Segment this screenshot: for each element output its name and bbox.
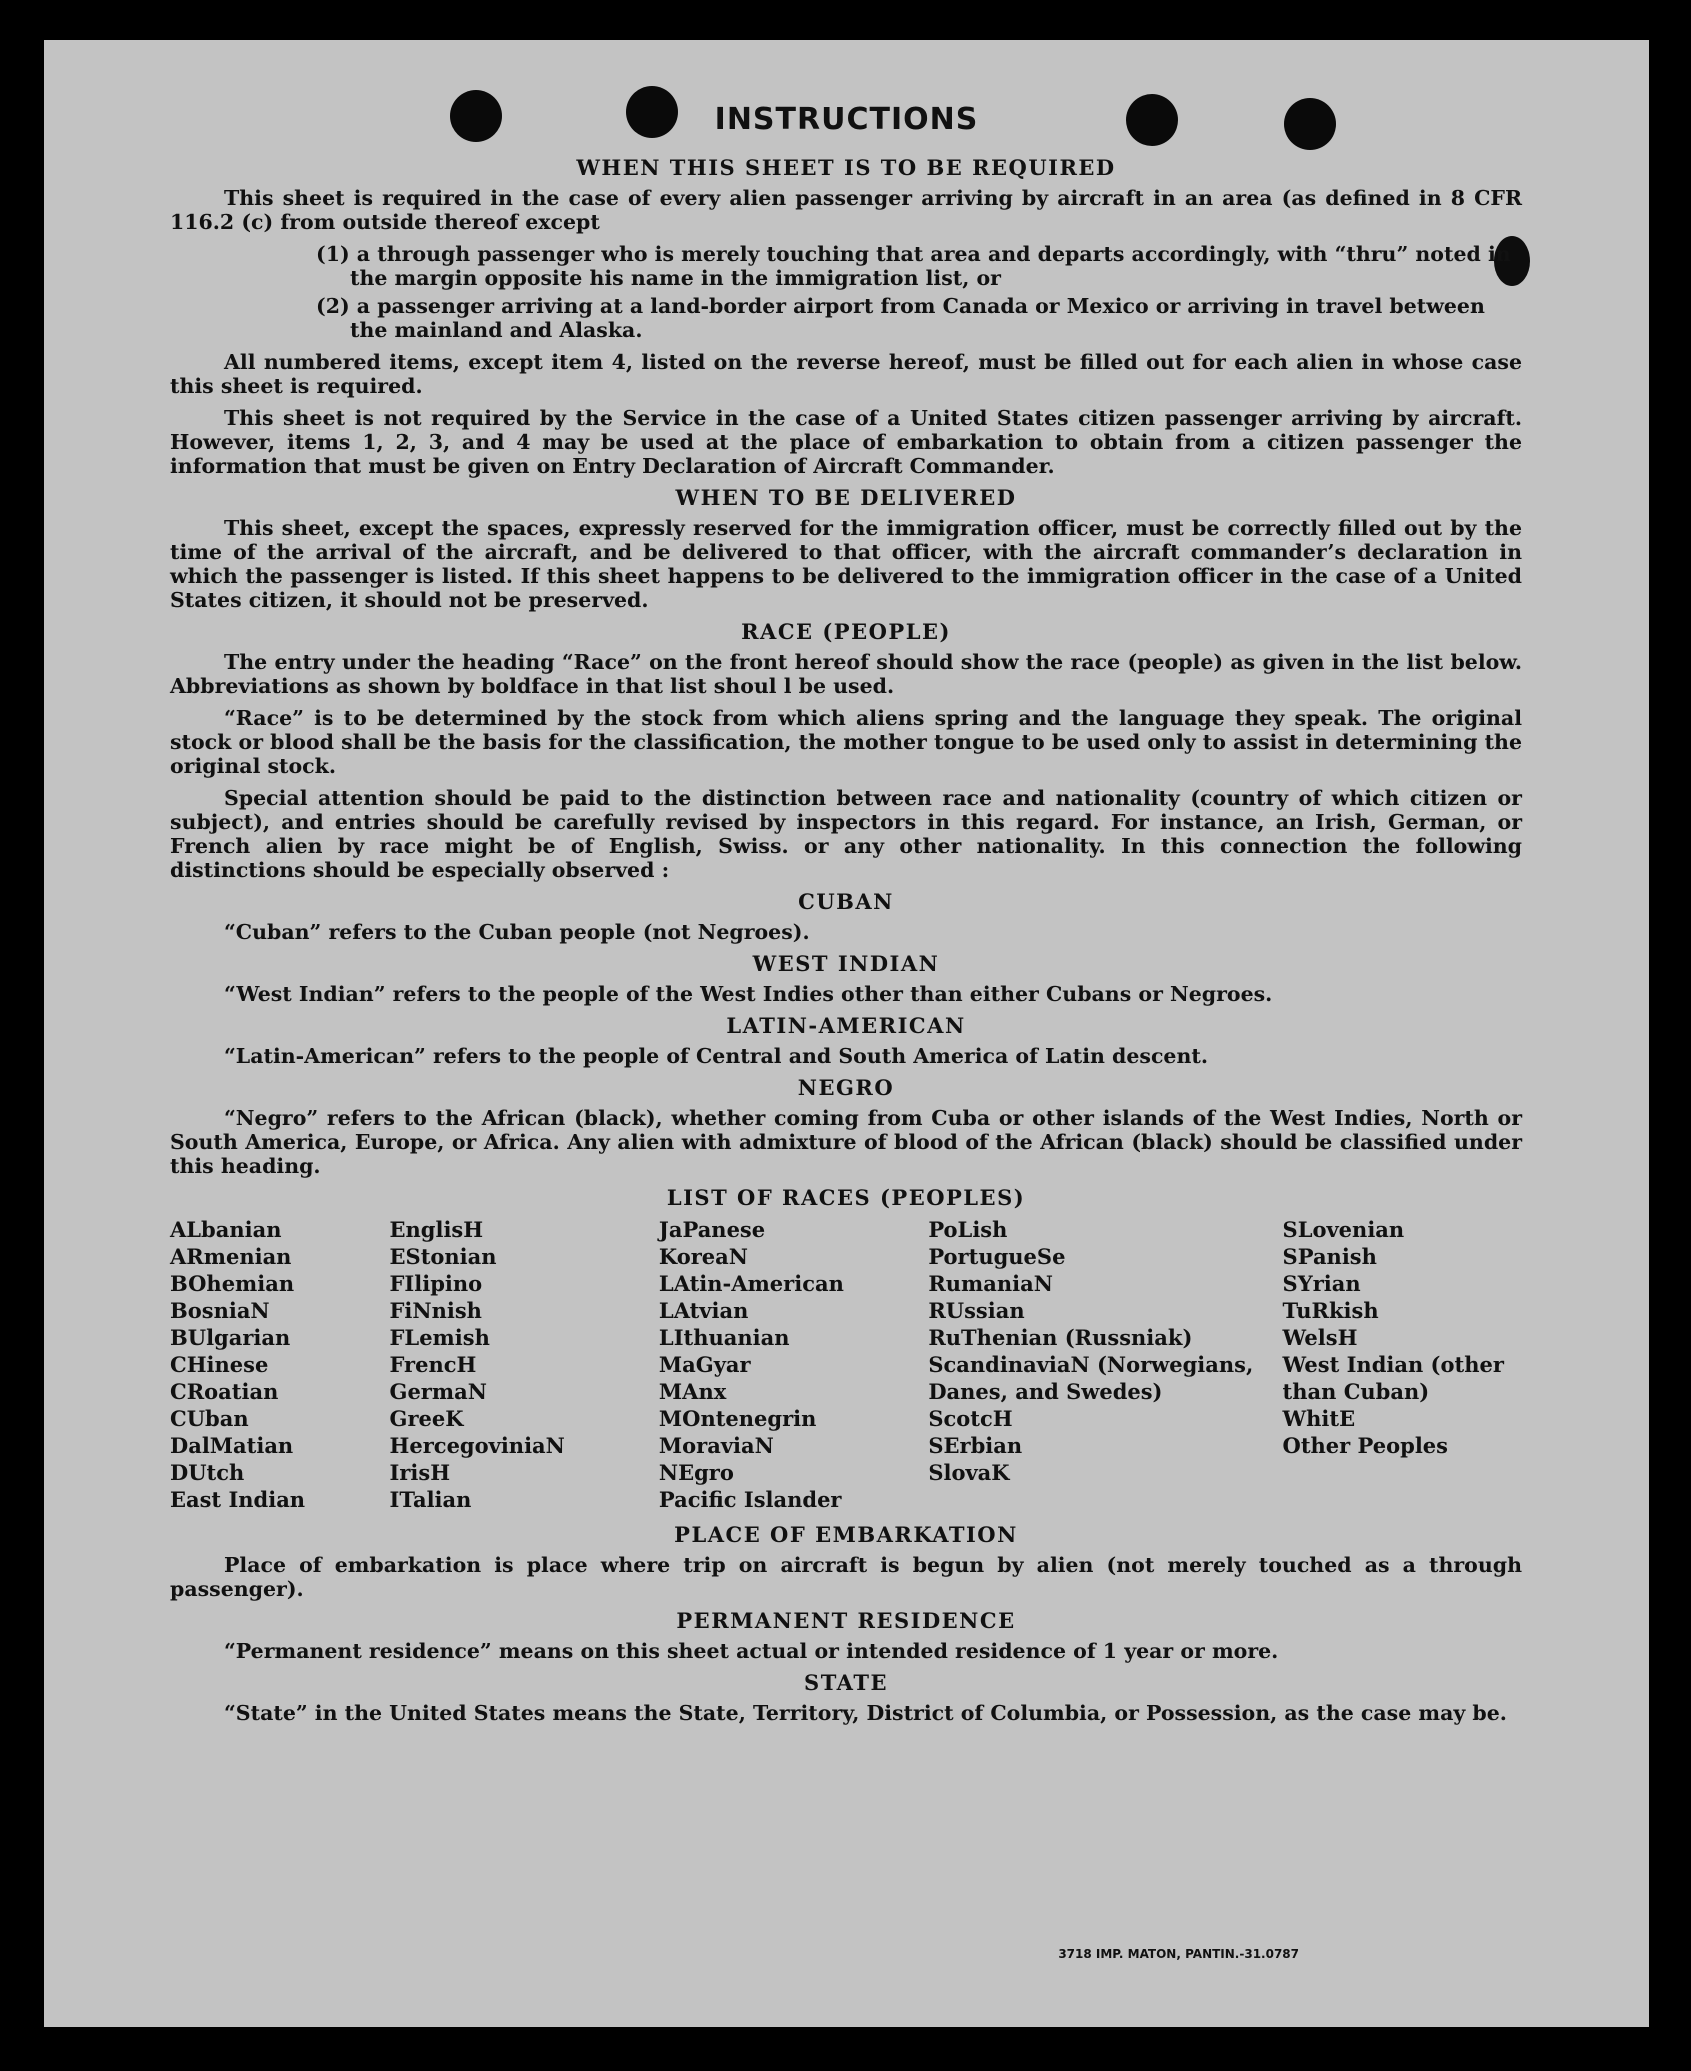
race-column [390, 1216, 659, 1513]
race-item: SYrian [1282, 1271, 1361, 1296]
race-column [659, 1216, 928, 1513]
race-item: JaPanese [658, 1217, 766, 1242]
race-item: ARmenian [170, 1244, 292, 1269]
paragraph: “West Indian” refers to the people of the West Indies other than either Cubans or Negroes. [224, 982, 1273, 1006]
paragraph: All numbered items, except item 4, listed on the reverse hereof, must be filled out for each alien in whose case this sheet is required. [170, 350, 1522, 398]
list-item: (1) a through passenger who is merely touching that area and departs accordingly, with “thru” noted in the margin opposite his name in the immigration list, or [316, 242, 1511, 290]
section-heading: PERMANENT RESIDENCE [676, 1608, 1016, 1633]
race-item: DalMatian [170, 1433, 294, 1458]
race-item: FiNnish [389, 1298, 482, 1323]
race-item: TuRkish [1282, 1298, 1379, 1323]
race-column [1283, 1216, 1522, 1513]
race-item: FIlipino [389, 1271, 483, 1296]
section-heading: RACE (PEOPLE) [741, 619, 951, 644]
race-column [170, 1216, 390, 1513]
paragraph: Place of embarkation is place where trip on aircraft is begun by alien (not merely touched as a through passenger). [170, 1553, 1522, 1601]
race-item: KoreaN [658, 1244, 748, 1269]
race-item: WhitE [1282, 1406, 1356, 1431]
race-item: SlovaK [928, 1460, 1010, 1485]
race-item: DUtch [170, 1460, 245, 1485]
race-item: SErbian [928, 1433, 1023, 1458]
section-heading: WHEN THIS SHEET IS TO BE REQUIRED [576, 155, 1116, 180]
race-item: East Indian [170, 1487, 306, 1512]
race-item: LAtvian [658, 1298, 749, 1323]
race-item: EnglisH [389, 1217, 484, 1242]
paragraph: This sheet, except the spaces, expressly reserved for the immigration officer, must be correctly filled out by the time of the arrival of the aircraft, and be delivered to that officer, with the aircraft commander’s declaration in which the passenger is listed. If this sheet happens to be delivered to the immigration officer in the case of a United States citizen, it should not be preserved. [170, 516, 1522, 612]
race-item: PortugueSe [928, 1244, 1066, 1269]
paragraph: “Cuban” refers to the Cuban people (not Negroes). [224, 920, 810, 944]
race-item: ALbanian [170, 1217, 282, 1242]
printer-imprint: 3718 IMP. MATON, PANTIN.-31.0787 [1058, 1947, 1299, 1961]
race-item: FrencH [389, 1352, 477, 1377]
race-item: BosniaN [170, 1298, 270, 1323]
race-column [928, 1216, 1282, 1513]
exception-list [170, 242, 1522, 342]
race-item: BUlgarian [170, 1325, 291, 1350]
page-title: INSTRUCTIONS [714, 102, 979, 137]
section-heading: STATE [804, 1670, 888, 1695]
section-heading: PLACE OF EMBARKATION [674, 1522, 1018, 1547]
paragraph: This sheet is not required by the Service in the case of a United States citizen passenger arriving by aircraft. However, items 1, 2, 3, and 4 may be used at the place of embarkation to obtain from a citizen passenger the information that must be given on Entry Declaration of Aircraft Commander. [170, 406, 1522, 478]
race-list [170, 1216, 1522, 1513]
race-item: West Indian (other than Cuban) [1282, 1352, 1504, 1404]
race-item: NEgro [658, 1460, 734, 1485]
paragraph: “Negro” refers to the African (black), whether coming from Cuba or other islands of the West Indies, North or South America, Europe, or Africa. Any alien with admixture of blood of the African (black) should be classified under this heading. [170, 1106, 1522, 1178]
paragraph: “Latin-American” refers to the people of Central and South America of Latin descent. [224, 1044, 1208, 1068]
race-item: EStonian [389, 1244, 497, 1269]
race-item: RumaniaN [928, 1271, 1053, 1296]
race-item: CHinese [170, 1352, 269, 1377]
section-heading: WHEN TO BE DELIVERED [675, 485, 1017, 510]
race-item: MOntenegrin [658, 1406, 817, 1431]
race-item: IrisH [389, 1460, 451, 1485]
race-item: SPanish [1282, 1244, 1377, 1269]
race-item: ITalian [389, 1487, 472, 1512]
race-item: RUssian [928, 1298, 1025, 1323]
instructions-body [170, 152, 1522, 1733]
paragraph: “Permanent residence” means on this sheet actual or intended residence of 1 year or more. [224, 1639, 1279, 1663]
race-item: Pacific Islander [658, 1487, 842, 1512]
section-heading: NEGRO [797, 1075, 895, 1100]
paragraph: “State” in the United States means the State, Territory, District of Columbia, or Possession, as the case may be. [224, 1701, 1507, 1725]
race-item: MaGyar [658, 1352, 751, 1377]
race-item: Other Peoples [1282, 1433, 1448, 1458]
list-item: (2) a passenger arriving at a land-border airport from Canada or Mexico or arriving in travel between the mainland and Alaska. [316, 294, 1485, 342]
paragraph: “Race” is to be determined by the stock from which aliens spring and the language they speak. The original stock or blood shall be the basis for the classification, the mother tongue to be used only to assist in determining the original stock. [170, 706, 1522, 778]
race-item: CUban [170, 1406, 249, 1431]
race-item: MAnx [658, 1379, 727, 1404]
document-sheet [44, 40, 1649, 2027]
race-item: FLemish [389, 1325, 490, 1350]
paragraph: Special attention should be paid to the distinction between race and nationality (country of which citizen or subject), and entries should be carefully revised by inspectors in this regard. For instance, an Irish, German, or French alien by race might be of English, Swiss. or any other nationality. In this connection the following distinctions should be especially observed : [170, 786, 1522, 882]
paragraph: This sheet is required in the case of every alien passenger arriving by aircraft in an area (as defined in 8 CFR 116.2 (c) from outside thereof except [170, 186, 1522, 234]
race-item: ScotcH [928, 1406, 1013, 1431]
section-heading: WEST INDIAN [752, 951, 940, 976]
race-item: BOhemian [170, 1271, 295, 1296]
race-item: RuThenian (Russniak) [928, 1325, 1193, 1350]
race-item: GermaN [389, 1379, 487, 1404]
section-heading: CUBAN [798, 889, 894, 914]
section-heading: LIST OF RACES (PEOPLES) [666, 1185, 1026, 1210]
paragraph: The entry under the heading “Race” on the front hereof should show the race (people) as given in the list below. Abbreviations as shown by boldface in that list shoul l be used. [170, 650, 1522, 698]
race-item: ScandinaviaN (Norwegians, Danes, and Swedes) [928, 1352, 1254, 1404]
race-item: PoLish [928, 1217, 1008, 1242]
race-item: LAtin-American [658, 1271, 844, 1296]
race-item: MoraviaN [658, 1433, 774, 1458]
race-item: GreeK [389, 1406, 464, 1431]
race-item: WelsH [1282, 1325, 1358, 1350]
race-item: CRoatian [170, 1379, 279, 1404]
race-item: HercegoviniaN [389, 1433, 565, 1458]
race-item: LIthuanian [658, 1325, 790, 1350]
race-item: SLovenian [1282, 1217, 1405, 1242]
section-heading: LATIN-AMERICAN [726, 1013, 966, 1038]
